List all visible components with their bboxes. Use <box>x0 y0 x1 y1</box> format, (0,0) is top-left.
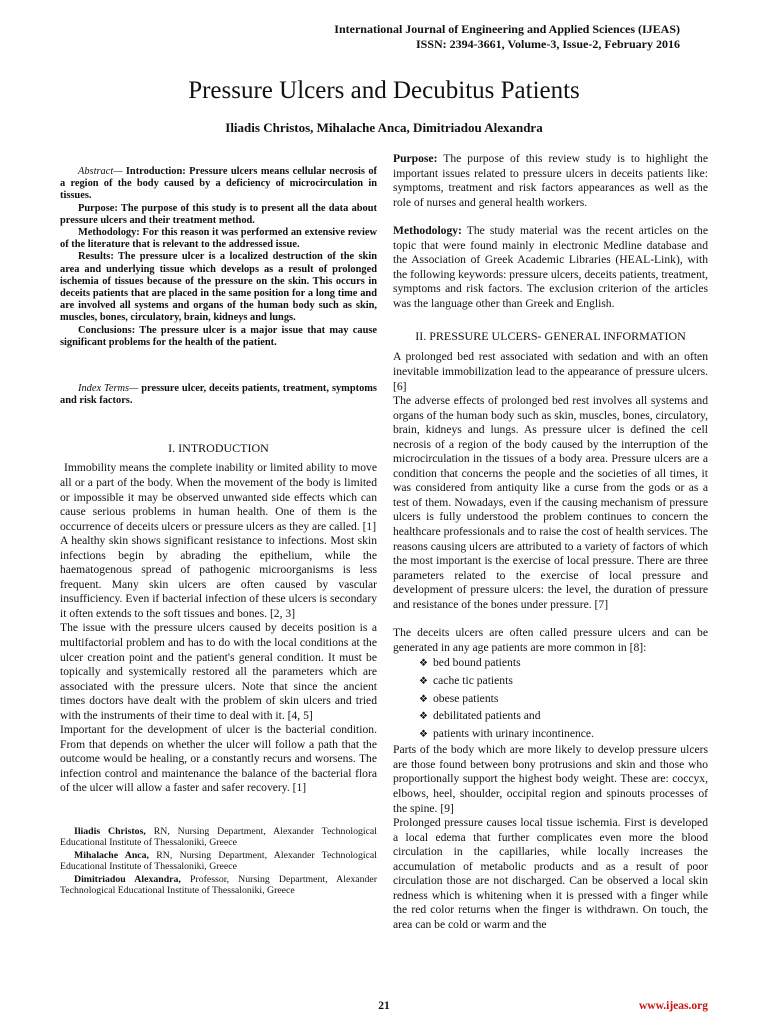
abstract-results: Results: The pressure ulcer is a localized destruction of the skin area and underlying tissue which develops as a result of prolonged ischemia of tissues because of the pressure on the skin. This occurs in deceits patients that are placed in the same position for a long time and are involved all systems and organs of the human body such as skin, muscles, bones, circulatory, brain, kidneys and lungs. <box>60 251 377 324</box>
section2-paragraph-4: Parts of the body which are more likely to develop pressure ulcers are those found between bony protrusions and skin and those who proportionally support the highest body weight. These are: coccyx, elbows, heel, shoulder, occipital region and spinouts processes of the spine. [9] <box>393 743 708 815</box>
abstract-purpose: Purpose: The purpose of this study is to present all the data about pressure ulcers and their treatment method. <box>60 202 377 226</box>
author-note-affiliation: RN, Nursing Department, Alexander Technological Educational Institute of Thessaloniki, Greece <box>60 826 378 849</box>
diamond-bullet-icon: ❖ <box>419 658 428 670</box>
section-general-information-heading: II. PRESSURE ULCERS- GENERAL INFORMATION <box>415 329 686 344</box>
journal-header <box>334 22 680 52</box>
risk-groups-list <box>393 655 708 743</box>
purpose-paragraph <box>393 152 708 210</box>
intro-paragraph-4: Important for the development of ulcer is the bacterial condition. From that depends on whether the ulcer will follow a path that the outcome would be healing, or a constantly recurs and worsens. The infection control and maintenance the balance of the bacterial flora of the ulcer will allow a faster and safer recovery. [1] <box>60 723 377 795</box>
journal-name: International Journal of Engineering and Applied Sciences (IJEAS) <box>334 22 680 36</box>
author-note-name: Mihalache Anca, <box>74 849 150 861</box>
abstract-label: Abstract— <box>78 166 123 177</box>
index-terms <box>60 383 377 407</box>
intro-paragraph-3: The issue with the pressure ulcers caused by deceits position is a multifactorial problem and has to do with the local conditions at the ulcer creation point and the patient's general condition. It must be topically and systemically restored all the parameters which are associated with the pressure ulcers. Note that since the ancient times doctors have dealt with the problem of skin ulcers and tried with the instruments of their time to deal with it. [4, 5] <box>60 621 377 722</box>
paper-authors: Iliadis Christos, Mihalache Anca, Dimitriadou Alexandra <box>225 120 543 135</box>
intro-paragraph-2: A healthy skin shows significant resistance to infections. Most skin infections begin by abrading the epithelium, while the haematogenous spread of pathogenic microorganisms is less frequent. Many skin ulcers are often caused by vascular insufficiency. Even if bacterial infection of these ulcers is secondary it often extends to the soft tissues and bones. [2, 3] <box>60 534 377 620</box>
journal-website-link[interactable]: www.ijeas.org <box>639 1000 708 1012</box>
author-note-affiliation: Professor, Nursing Department, Alexander Technological Educational Institute of Thessaloniki, Greece <box>60 873 377 897</box>
author-note-name: Dimitriadou Alexandra, <box>74 873 181 885</box>
abstract-methodology: Methodology: For this reason it was performed an extensive review of the literature that is relevant to the addressed issue. <box>60 227 377 251</box>
author-note <box>60 874 377 897</box>
author-notes <box>60 826 377 896</box>
abstract-conclusions: Conclusions: The pressure ulcer is a major issue that may cause significant problems for the health of the patient. <box>60 324 377 348</box>
purpose-label: Purpose: <box>393 152 438 165</box>
right-column <box>393 152 708 932</box>
section2-paragraph-1: A prolonged bed rest associated with sedation and with an often inevitable immobilization lead to the appearance of pressure ulcers. [6] <box>393 350 708 393</box>
page-number: 21 <box>378 1000 390 1012</box>
list-item: ❖ cache tic patients <box>419 673 708 691</box>
section-introduction-heading: I. INTRODUCTION <box>168 441 269 456</box>
section2-paragraph-3: The deceits ulcers are often called pressure ulcers and can be generated in any age patients are more common in [8]: <box>393 626 708 654</box>
index-terms-text: pressure ulcer, deceits patients, treatment, symptoms and risk factors. <box>60 383 377 407</box>
section2-paragraph-5: Prolonged pressure causes local tissue ischemia. First is developed a local edema that further complicates even more the blood circulation in the capillaries, while locally increases the accumulation of metabolic products and as a result of poor circulation those are not discharged. Can be observed a local skin redness which is whitening when it is pressed with a finger while the red color returns when the finger is withdrawn. On touch, the area can be cold or warm and the <box>393 816 708 931</box>
left-column <box>60 152 377 897</box>
author-note-name: Iliadis Christos, <box>74 826 146 838</box>
journal-issn: ISSN: 2394-3661, Volume-3, Issue-2, February 2016 <box>415 37 680 51</box>
abstract-intro: Introduction: Pressure ulcers means cellular necrosis of a region of the body caused by a deficiency of microcirculation in tissues. <box>60 166 377 202</box>
purpose-text: The purpose of this review study is to highlight the important issues related to pressure ulcers in deceits patients like: symptoms, treatment and risk factors appearances as well as the role of nurses and general health workers. <box>393 152 708 209</box>
paper-title: Pressure Ulcers and Decubitus Patients <box>188 77 580 104</box>
methodology-paragraph <box>393 224 708 311</box>
diamond-bullet-icon: ❖ <box>419 693 428 705</box>
methodology-label: Methodology: <box>393 224 462 238</box>
list-item: ❖ debilitated patients and <box>419 708 708 726</box>
author-note <box>60 850 377 873</box>
intro-paragraph-1: Immobility means the complete inability or limited ability to move all or a part of the body. When the movement of the body is limited or impossible it may be observed unwanted side effects which can cause serious problems in human health. One of them is the occurrence of deceits ulcers or pressure ulcers as they are called. [1] <box>60 461 377 533</box>
abstract <box>60 166 377 349</box>
list-item: ❖ obese patients <box>419 691 708 709</box>
diamond-bullet-icon: ❖ <box>419 711 428 723</box>
author-note <box>60 826 377 849</box>
diamond-bullet-icon: ❖ <box>419 728 428 740</box>
list-item: ❖ patients with urinary incontinence. <box>419 726 708 744</box>
section2-paragraph-2: The adverse effects of prolonged bed rest involves all systems and organs of the human body such as skin, muscles, bones, circulatory, brain, kidneys and lungs. As pressure ulcer is defined the cell necrosis of a region of the body caused by the interruption of the microcirculation in the tissues of a body area. Pressure ulcers are a condition that concerns the people and the societies of all times, it was considered from antiquity like a curse from the gods or as a test of them. Nowadays, even if the causing mechanism of pressure ulcers is fully understood the problem continues to concern the healthcare professionals and to raise the cost of health services. The reasons causing ulcers are attributed to a variety of factors of which the most important is the exercise of local pressure. There are three parameters related to the exercise of local pressure and development of pressure ulcers: the level, the duration of pressure and resistance of the bones under pressure. [7] <box>393 394 708 611</box>
index-terms-label: Index Terms— <box>78 383 139 395</box>
methodology-text: The study material was the recent articles on the topic that were found mainly in electronic Medline database and the Association of Greek Academic Libraries (HEAL-Link), with the following keywords: pressure ulcers, deceits patients, treatment, symptoms and risk factors. The exclusion criterion of the articles was the language other than Greek and English. <box>393 224 708 310</box>
author-note-affiliation: RN, Nursing Department, Alexander Technological Educational Institute of Thessaloniki, Greece <box>60 849 377 873</box>
diamond-bullet-icon: ❖ <box>419 676 428 687</box>
list-item: ❖ bed bound patients <box>419 655 708 673</box>
